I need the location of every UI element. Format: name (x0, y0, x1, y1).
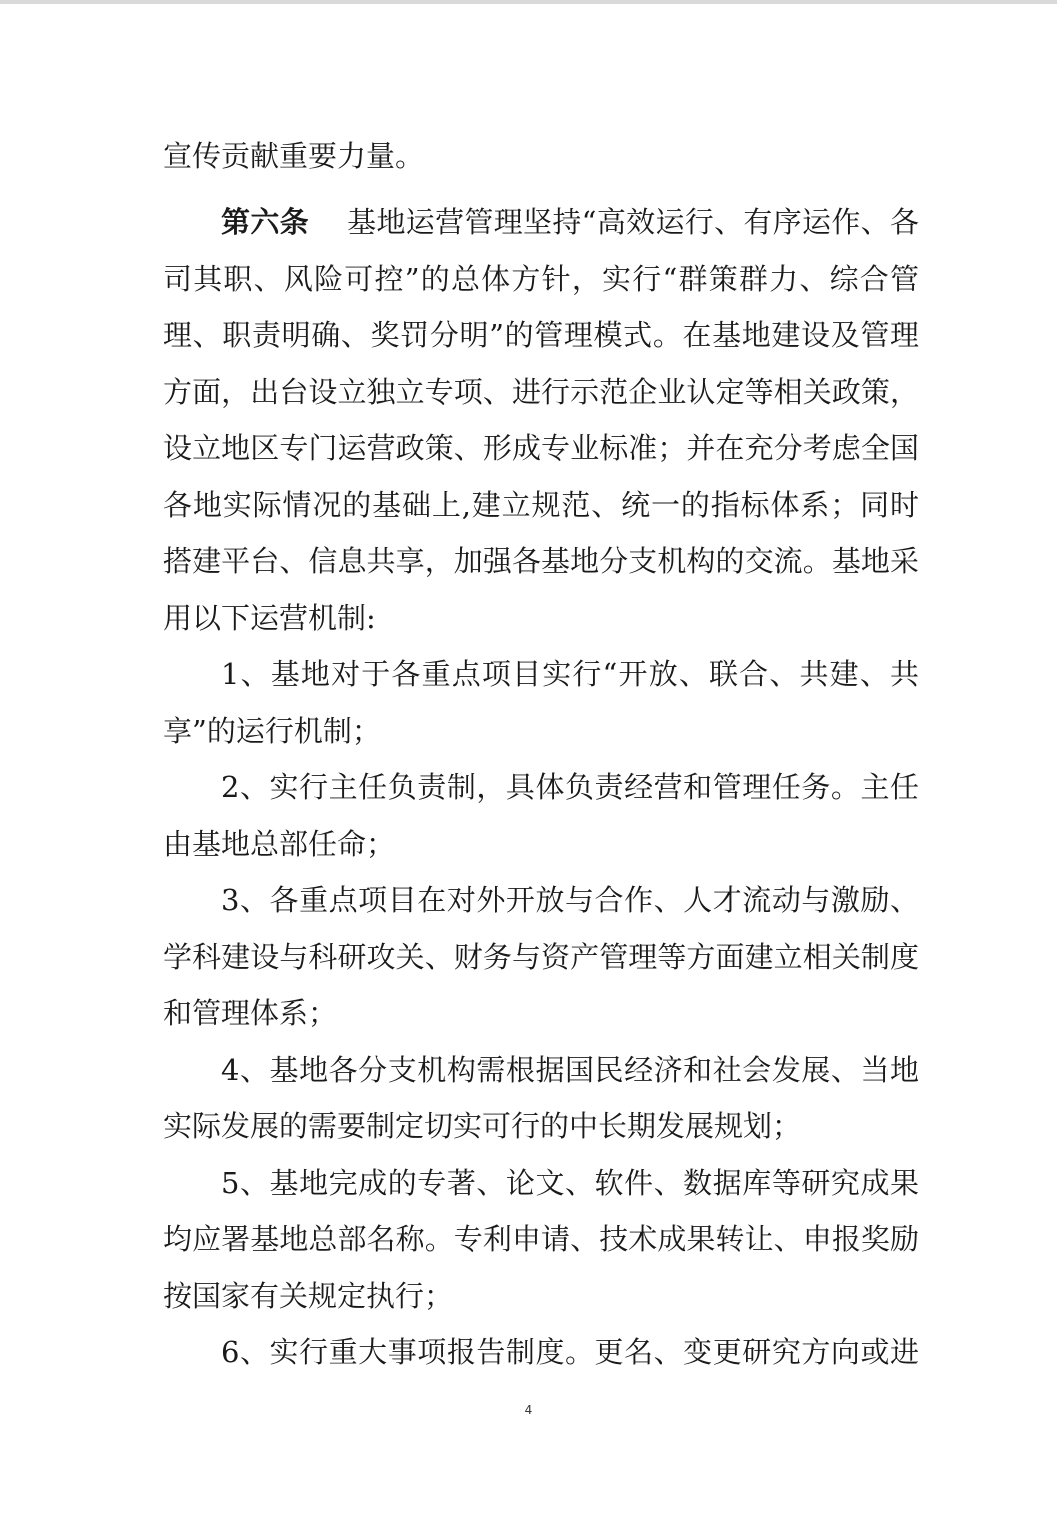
text-line: 享”的运行机制； (163, 714, 381, 748)
page-number: 4 (524, 1403, 533, 1417)
scan-top-edge (0, 0, 1057, 4)
text-line: 按国家有关规定执行； (163, 1279, 454, 1313)
list-item-4: 4、基地各分支机构需根据国民经济和社会发展、当地 (221, 1053, 919, 1087)
text-line: 各地实际情况的基础上,建立规范、统一的指标体系；同时 (163, 488, 919, 522)
list-item-1: 1、基地对于各重点项目实行“开放、联合、共建、共 (221, 657, 919, 691)
list-item-6: 6、实行重大事项报告制度。更名、变更研究方向或进 (221, 1335, 919, 1369)
text-line: 实际发展的需要制定切实可行的中长期发展规划； (163, 1109, 802, 1143)
text-line: 司其职、风险可控”的总体方针，实行“群策群力、综合管 (163, 262, 919, 296)
text-line: 方面，出台设立独立专项、进行示范企业认定等相关政策， (163, 375, 919, 409)
text-line: 宣传贡献重要力量。 (163, 139, 425, 173)
text-line: 均应署基地总部名称。专利申请、技术成果转让、申报奖励 (163, 1222, 919, 1256)
article-label: 第六条 (221, 205, 309, 239)
text-line: 学科建设与科研攻关、财务与资产管理等方面建立相关制度 (163, 940, 919, 974)
article-six-first-line (221, 202, 919, 242)
text-line: 基地运营管理坚持“高效运行、有序运作、各 (347, 205, 920, 239)
text-line: 和管理体系； (163, 996, 338, 1030)
list-item-2: 2、实行主任负责制，具体负责经营和管理任务。主任 (221, 770, 919, 804)
list-item-3: 3、各重点项目在对外开放与合作、人才流动与激励、 (221, 883, 919, 917)
text-line: 搭建平台、信息共享，加强各基地分支机构的交流。基地采 (163, 544, 919, 578)
text-line: 用以下运营机制: (163, 601, 376, 635)
text-line: 理、职责明确、奖罚分明”的管理模式。在基地建设及管理 (163, 318, 919, 352)
text-line: 由基地总部任命； (163, 827, 396, 861)
text-line: 设立地区专门运营政策、形成专业标准；并在充分考虑全国 (163, 431, 919, 465)
list-item-5: 5、基地完成的专著、论文、软件、数据库等研究成果 (221, 1166, 919, 1200)
